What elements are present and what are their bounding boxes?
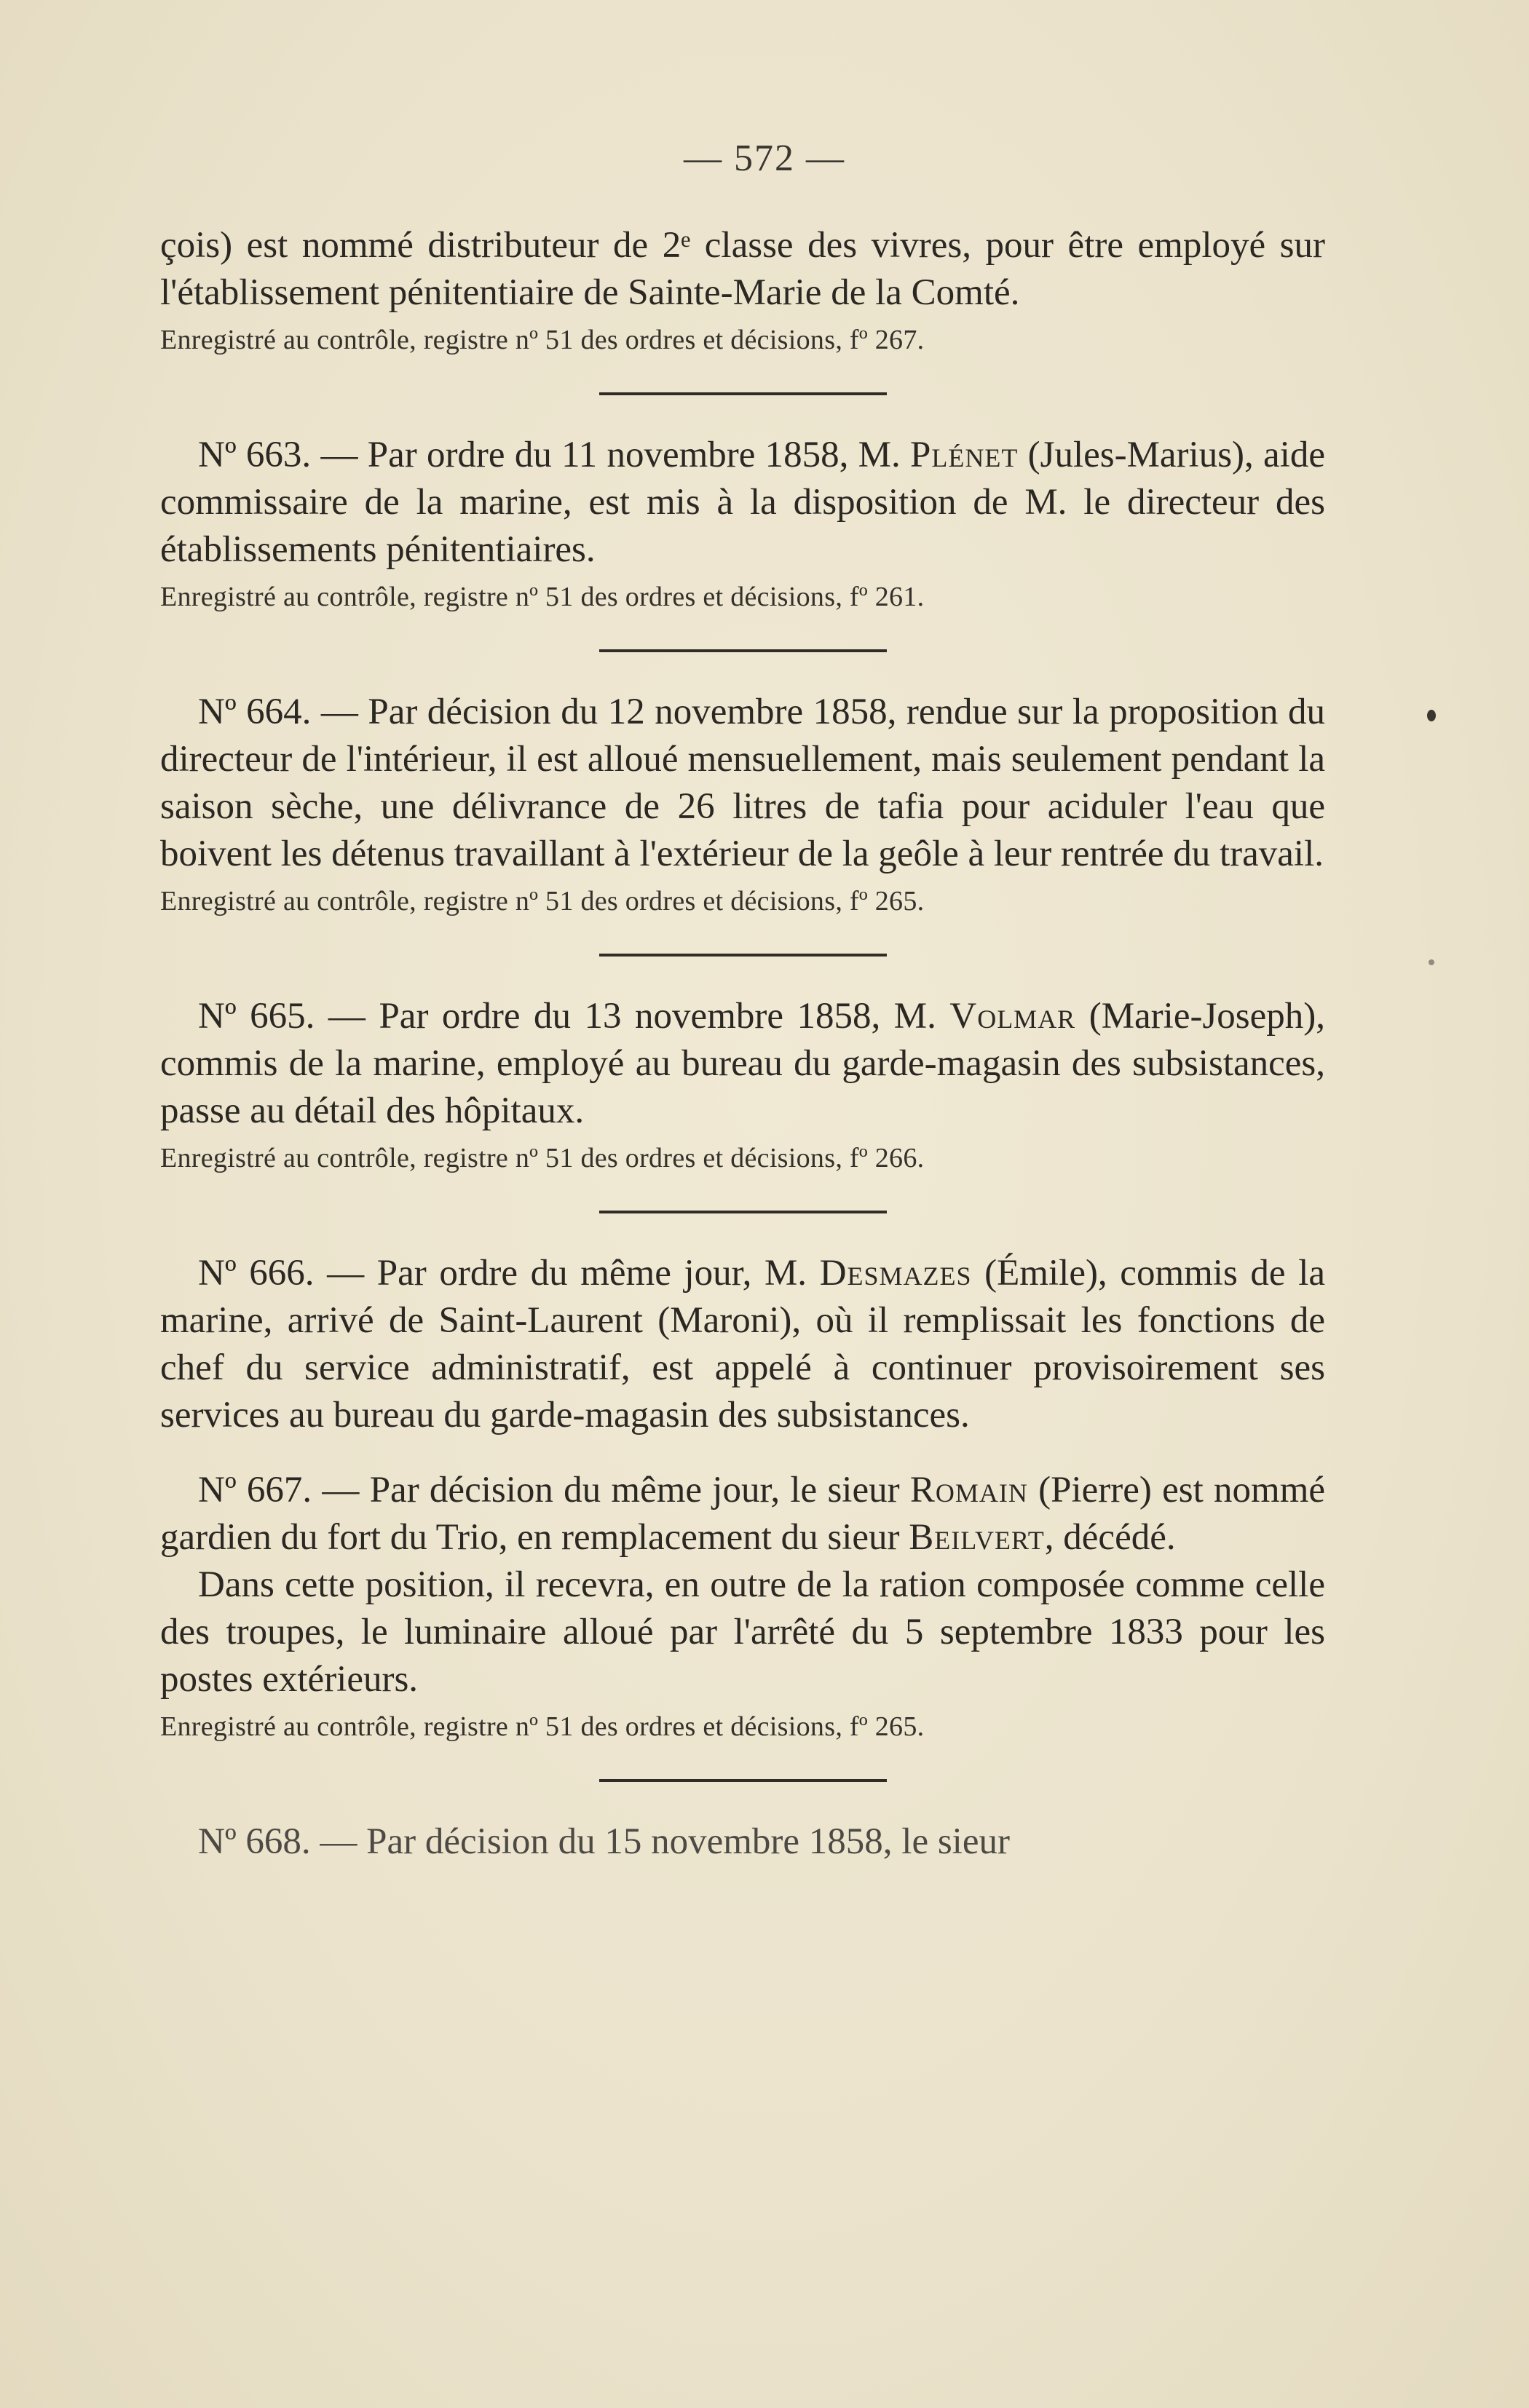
text-column [160,222,1325,1866]
entry-664 [160,689,1325,920]
entry-body: Par ordre du 13 novembre 1858, M. [379,996,936,1037]
entry-668 [160,1818,1325,1866]
entry-body: Par décision du 12 novembre 1858, rendue sur la proposition du directeur de l'intérieur, il est alloué mensuellement, mais seulement pendant la saison sèche, une délivrance de 26 litres de tafia pour aciduler l'eau que boivent les détenus travaillant à l'extérieur de la geôle à leur rentrée du travail. [160,692,1325,874]
entry-number: Nº 667. [198,1470,312,1510]
entry-body: Par décision du même jour, le sieur [369,1470,900,1510]
person-name: Plénet [910,435,1019,475]
entry-663 [160,432,1325,616]
person-name: Desmazes [819,1253,972,1294]
separator-rule [599,1779,887,1782]
entry-number: Nº 665. [198,996,315,1037]
entry-continuation-paragraph: Dans cette position, il recevra, en outre de la ration composée comme celle des troupes, le luminaire alloué par l'arrêté du 5 septembre 1833 pour les postes extérieurs. [160,1564,1325,1700]
entry-text [160,1250,1325,1439]
entry-dash: — [322,1470,360,1510]
entry-body-continued: (Jules-Marius), aide commissaire de la marine, est mis à la disposition de M. le directeur des établissements pénitentiaires. [160,435,1325,570]
entry-dash: — [320,692,358,732]
page-number: — 572 — [684,138,845,179]
entry-number: Nº 666. [198,1253,315,1294]
register-note: Enregistré au contrôle, registre nº 51 des ordres et décisions, fº 267. [160,325,925,355]
person-name-secondary: Beilvert [909,1517,1045,1558]
entry-body-continued: (Émile), commis de la marine, arrivé de Saint-Laurent (Maroni), où il remplissait les fonctions de chef du service administratif, est appelé à continuer provisoirement ses services au bureau du garde-magasin des subsistances. [160,1253,1325,1435]
ink-speck [1429,959,1434,965]
entry-body-continued: (Pierre) est nommé gardien du fort du Trio, en remplacement du sieur [160,1470,1326,1558]
separator-rule [599,649,887,652]
entry-body: çois) est nommé distributeur de 2ᵉ classe des vivres, pour être employé sur l'établissement pénitentiaire de Sainte-Marie de la Comté. [160,225,1325,313]
entry-text [160,1467,1325,1561]
person-name: Volmar [949,996,1076,1037]
separator-rule [599,1211,887,1213]
person-name: Romain [909,1470,1028,1510]
entry-body-continued: (Marie-Joseph), commis de la marine, employé au bureau du garde-magasin des subsistances, passe au détail des hôpitaux. [160,996,1326,1131]
entry-body-end: , décédé. [1044,1517,1176,1558]
register-note: Enregistré au contrôle, registre nº 51 des ordres et décisions, fº 265. [160,1711,925,1742]
entry-number: Nº 663. [198,435,312,475]
entry-dash: — [320,1821,357,1862]
entry-number: Nº 664. [198,692,312,732]
entry-number: Nº 668. [198,1821,311,1862]
separator-rule [599,954,887,957]
register-note: Enregistré au contrôle, registre nº 51 des ordres et décisions, fº 261. [160,582,925,612]
entry-continuation [160,222,1325,359]
register-note: Enregistré au contrôle, registre nº 51 des ordres et décisions, fº 265. [160,886,925,916]
entry-667 [160,1467,1325,1746]
entry-body: Par ordre du même jour, M. [376,1253,807,1294]
entry-text [160,1818,1325,1866]
ink-speck [1427,710,1436,721]
entry-body: Par ordre du 11 novembre 1858, M. [367,435,901,475]
entry-text [160,222,1325,317]
separator-rule [599,392,887,395]
entry-dash: — [327,1253,365,1294]
entry-body: Par décision du 15 novembre 1858, le sieur [366,1821,1010,1862]
paragraph-gap [160,1439,1325,1467]
entry-text [160,993,1325,1135]
entry-666 [160,1250,1325,1439]
entry-text [160,432,1325,574]
entry-dash: — [320,435,358,475]
entry-665 [160,993,1325,1177]
entry-dash: — [328,996,366,1037]
register-note: Enregistré au contrôle, registre nº 51 des ordres et décisions, fº 266. [160,1143,925,1173]
entry-text [160,689,1325,878]
